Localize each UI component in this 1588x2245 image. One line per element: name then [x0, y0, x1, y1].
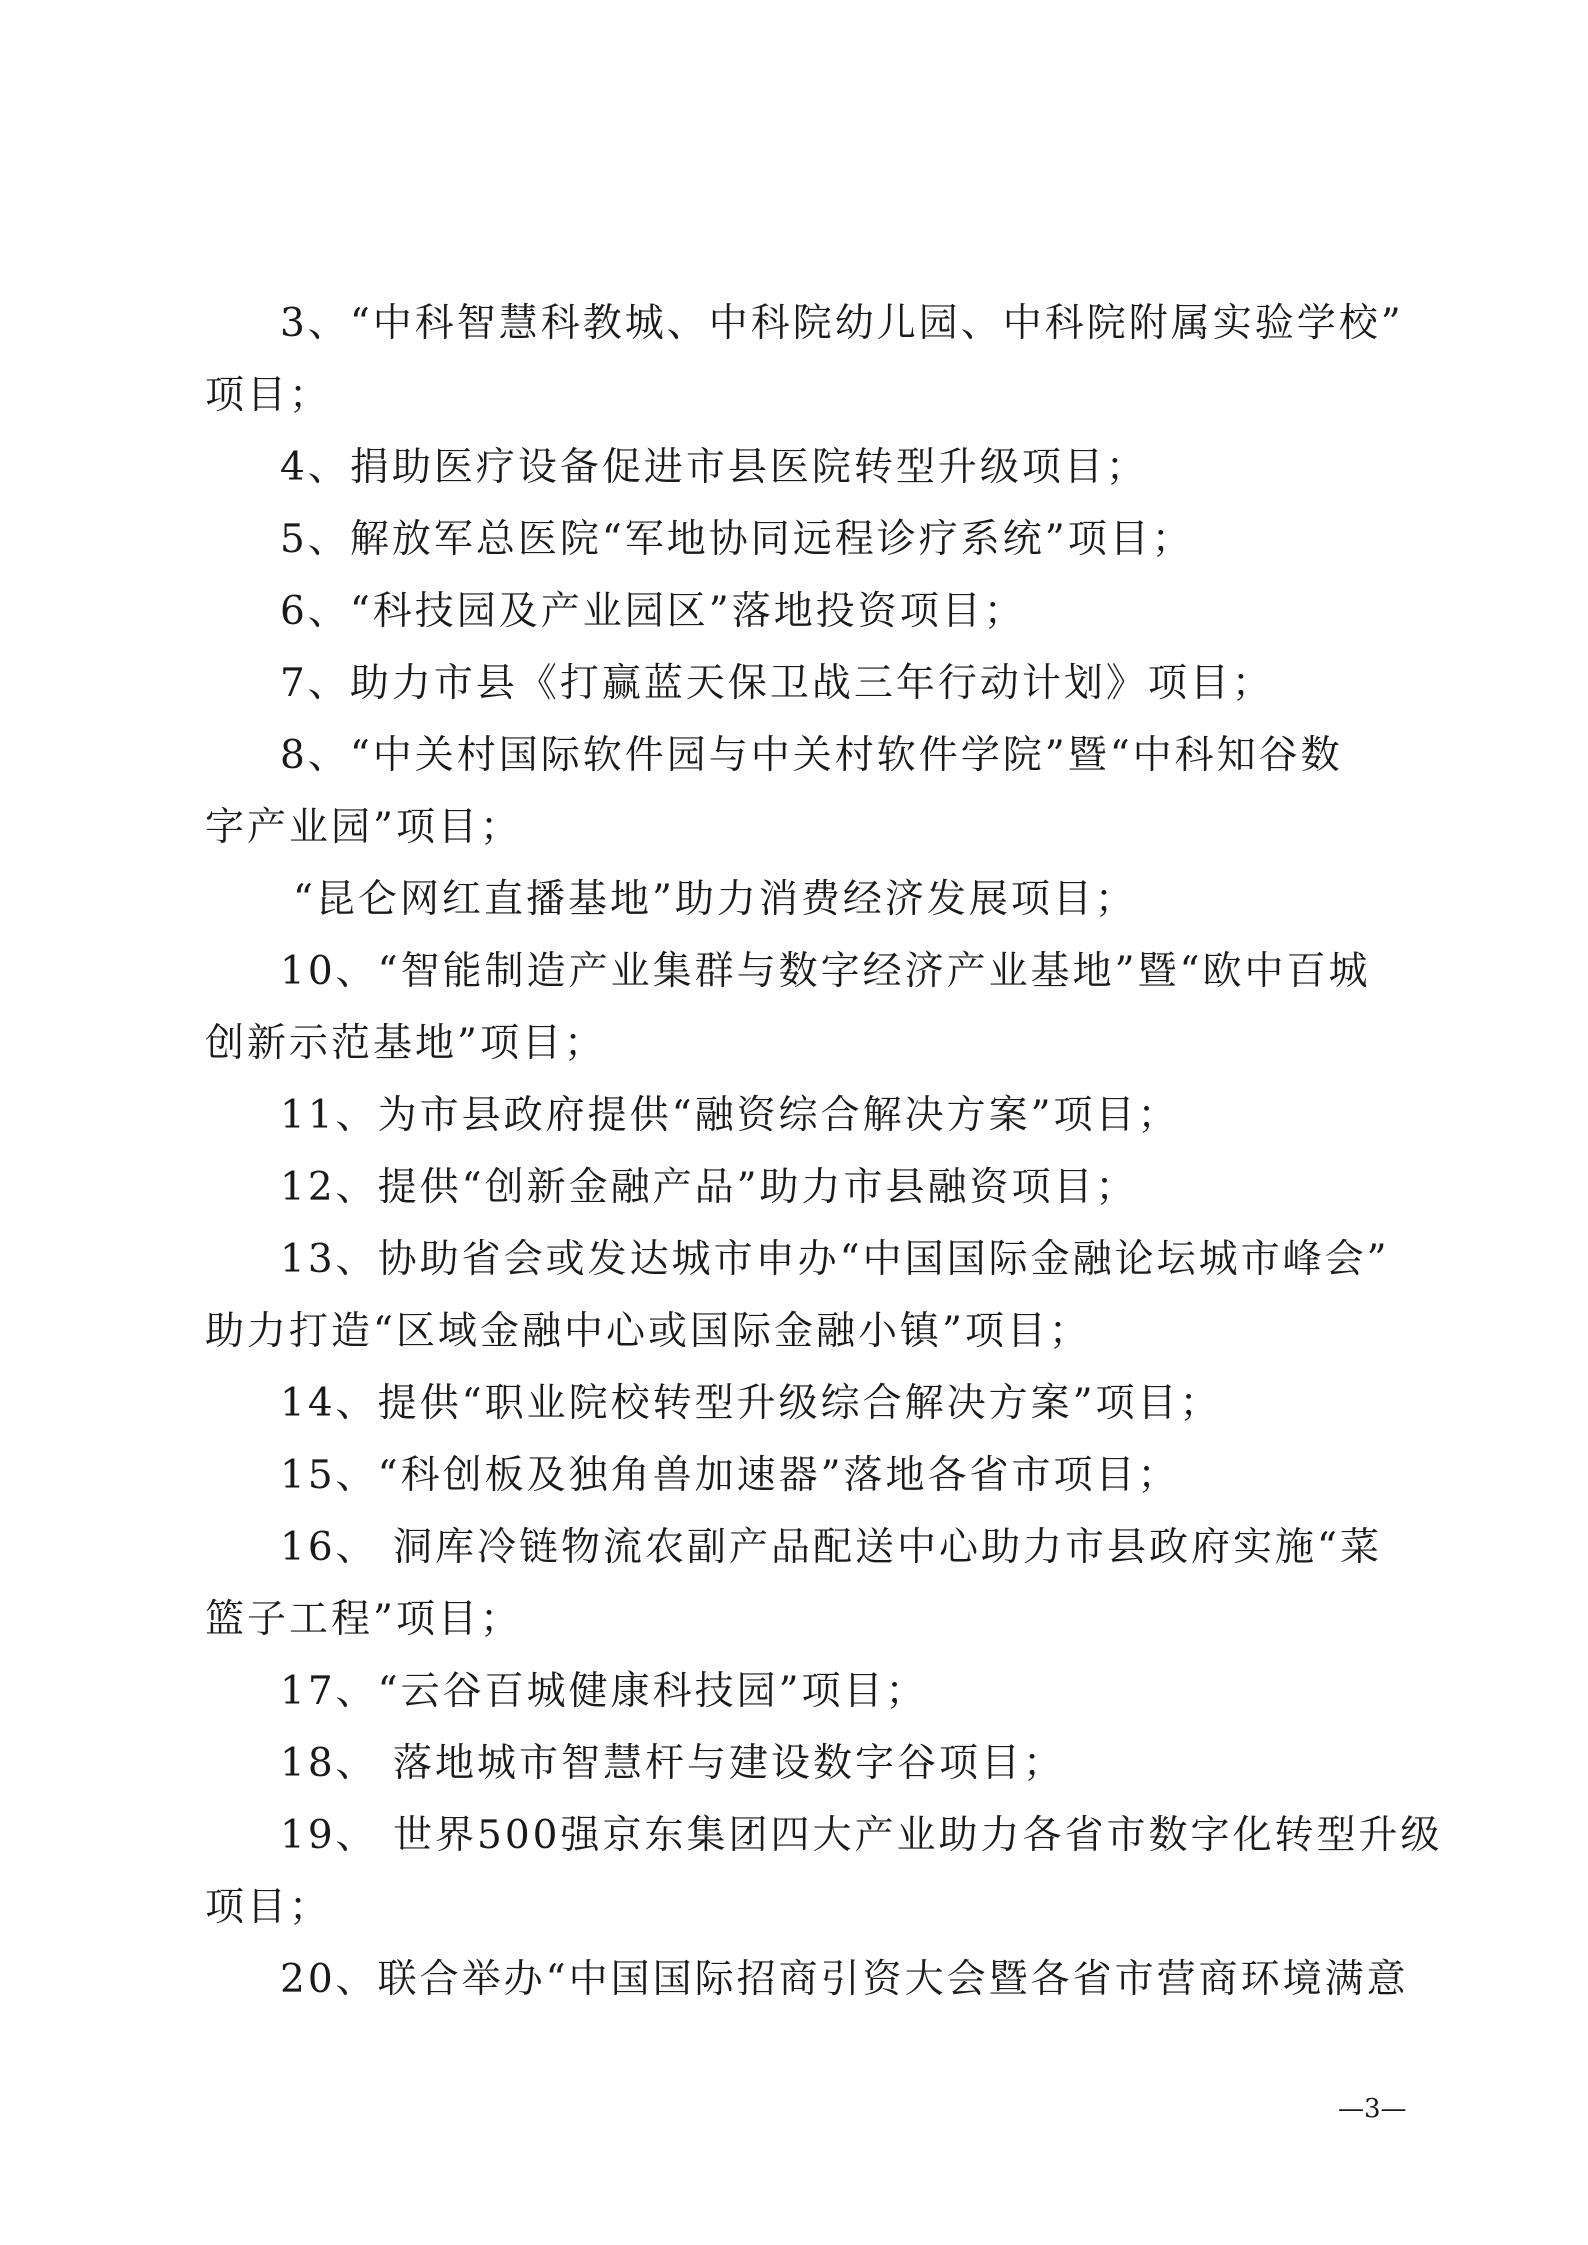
item-17: 17、“云谷百城健康科技园”项目；: [280, 1669, 928, 1714]
item-3-line-1: 3、“中科智慧科教城、中科院幼儿园、中科院附属实验学校”: [280, 301, 1404, 346]
item-10-line-1: 10、“智能制造产业集群与数字经济产业基地”暨“欧中百城: [280, 949, 1371, 994]
item-19-line-1: 19、 世界500强京东集团四大产业助力各省市数字化转型升级: [280, 1813, 1443, 1858]
item-4: 4、捐助医疗设备促进市县医院转型升级项目；: [280, 445, 1148, 490]
item-10-line-2: 创新示范基地”项目；: [205, 1021, 606, 1066]
item-8-line-2: 字产业园”项目；: [205, 805, 522, 850]
item-14: 14、提供“职业院校转型升级综合解决方案”项目；: [280, 1381, 1222, 1426]
item-11: 11、为市县政府提供“融资综合解决方案”项目；: [280, 1093, 1180, 1138]
item-13-line-1: 13、协助省会或发达城市申办“中国国际金融论坛城市峰会”: [280, 1237, 1390, 1282]
item-19-line-2: 项目；: [205, 1885, 332, 1930]
item-3-line-2: 项目；: [205, 373, 332, 418]
item-7: 7、助力市县《打赢蓝天保卫战三年行动计划》项目；: [280, 661, 1274, 706]
item-15: 15、“科创板及独角兽加速器”落地各省市项目；: [280, 1453, 1180, 1498]
page-number: —3—: [1338, 2094, 1407, 2124]
item-12: 12、提供“创新金融产品”助力市县融资项目；: [280, 1165, 1138, 1210]
item-16-line-2: 篮子工程”项目；: [205, 1597, 522, 1642]
body-text: [205, 288, 1443, 2016]
item-6: 6、“科技园及产业园区”落地投资项目；: [280, 589, 1026, 634]
item-8-line-1: 8、“中关村国际软件园与中关村软件学院”暨“中科知谷数: [280, 733, 1343, 778]
item-13-line-2: 助力打造“区域金融中心或国际金融小镇”项目；: [205, 1309, 1091, 1354]
item-9: “昆仑网红直播基地”助力消费经济发展项目；: [293, 877, 1137, 922]
item-18: 18、 落地城市智慧杆与建设数字谷项目；: [280, 1741, 1066, 1786]
item-5: 5、解放军总医院“军地协同远程诊疗系统”项目；: [280, 517, 1194, 562]
item-20-line-1: 20、联合举办“中国国际招商引资大会暨各省市营商环境满意: [280, 1957, 1409, 2002]
item-16-line-1: 16、 洞库冷链物流农副产品配送中心助力市县政府实施“菜: [280, 1525, 1382, 1570]
